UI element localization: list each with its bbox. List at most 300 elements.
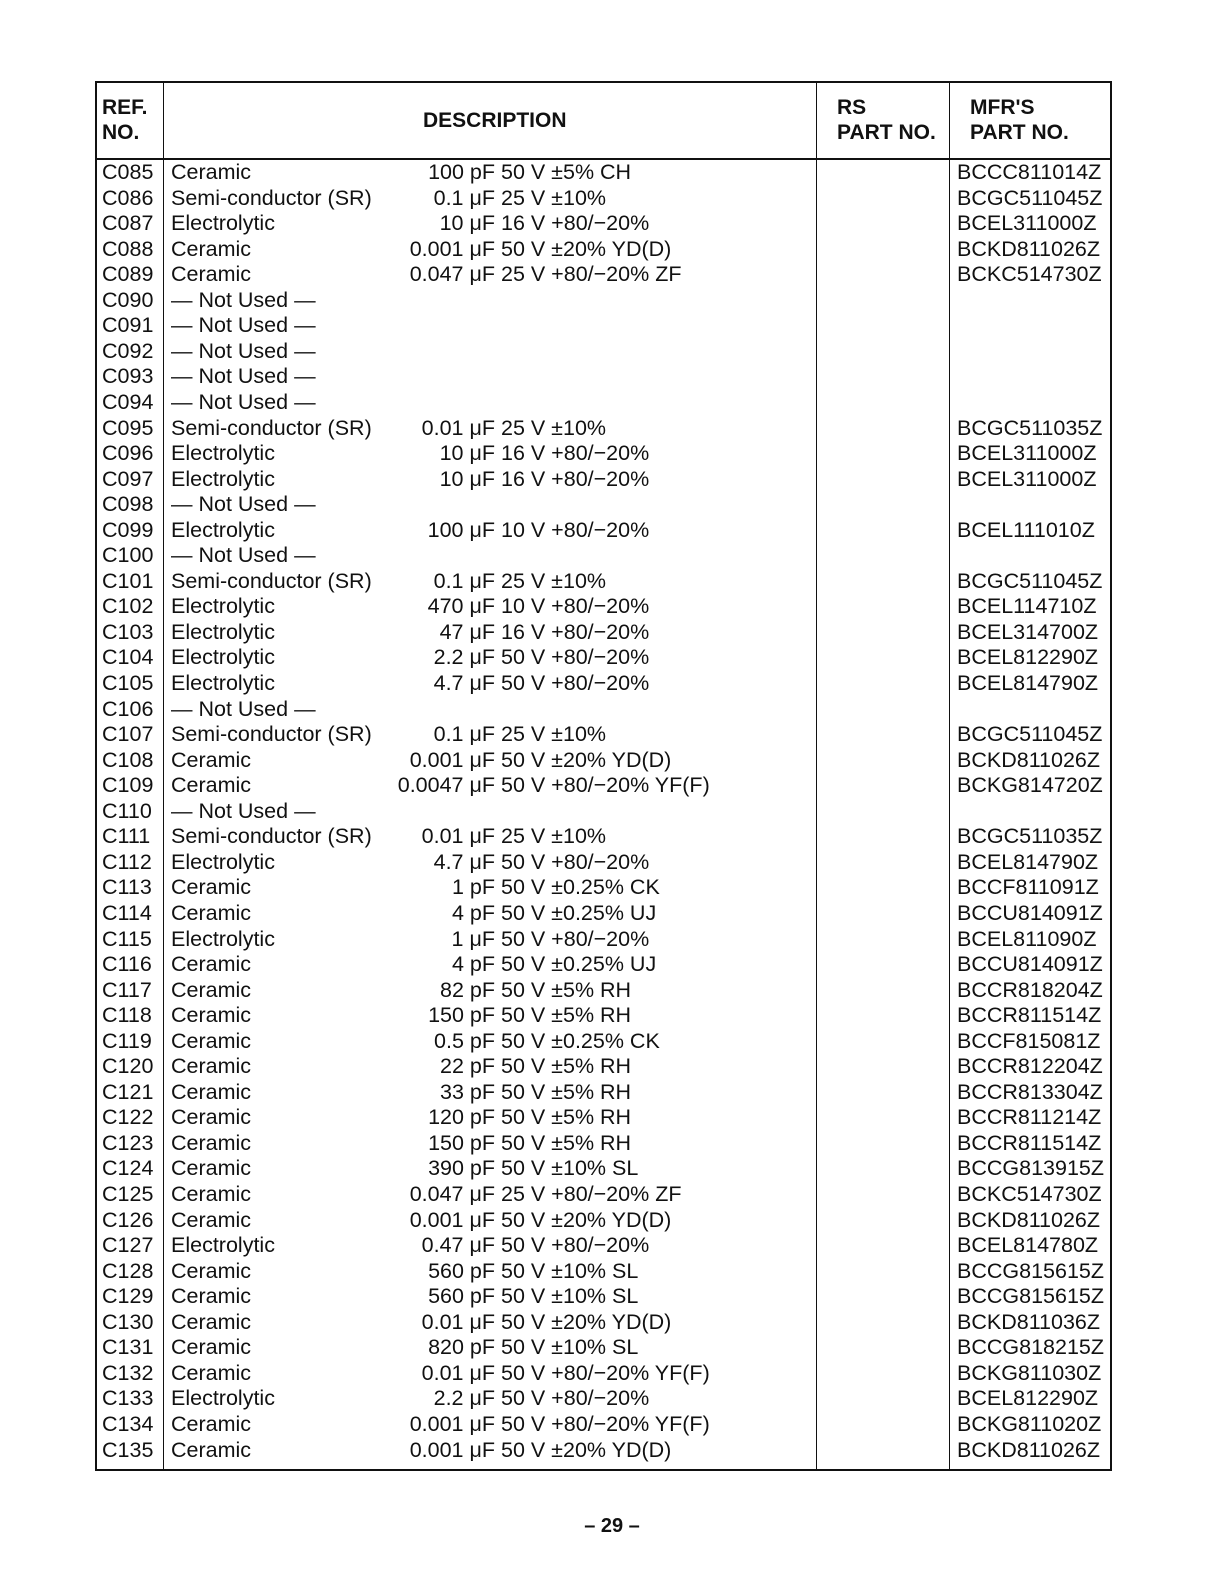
table-row <box>97 748 1110 774</box>
description-cell: Semi-conductor (SR) <box>171 722 372 747</box>
mfr-part-no-cell: BCEL814780Z <box>957 1233 1099 1258</box>
table-row <box>97 901 1110 927</box>
rating-cell: 25 V ±10% <box>500 415 607 440</box>
rating-cell: 50 V ±5% RH <box>500 1079 632 1104</box>
mfr-part-no-cell: BCEL814790Z <box>957 849 1099 874</box>
description-cell: — Not Used — <box>171 313 316 338</box>
header-ref-no: REF. NO. <box>102 96 148 144</box>
table-row <box>97 262 1110 288</box>
rating-cell: 50 V ±5% RH <box>500 977 632 1002</box>
ref-no-cell: C093 <box>102 364 154 389</box>
value-cell: 0.1 μF <box>433 722 495 747</box>
table-row <box>97 1054 1110 1080</box>
table-row <box>97 594 1110 620</box>
spec-cell <box>381 1386 766 1412</box>
mfr-part-no-cell: BCEL311000Z <box>957 441 1097 466</box>
ref-no-cell: C122 <box>102 1105 154 1130</box>
rating-cell: 50 V ±5% RH <box>500 1054 632 1079</box>
mfr-part-no-cell: BCKD811026Z <box>957 1437 1101 1462</box>
description-cell: Ceramic <box>171 977 252 1002</box>
value-cell: 2.2 μF <box>433 645 495 670</box>
description-cell: Electrolytic <box>171 466 275 491</box>
ref-no-cell: C107 <box>102 722 154 747</box>
rating-cell: 16 V +80/−20% <box>500 619 650 644</box>
mfr-part-no-cell: BCKD811026Z <box>957 1207 1101 1232</box>
spec-cell <box>381 773 766 799</box>
ref-no-cell: C135 <box>102 1437 154 1462</box>
table-row <box>97 1080 1110 1106</box>
value-cell: 100 pF <box>428 160 495 184</box>
rating-cell: 50 V +80/−20% <box>500 1233 650 1258</box>
mfr-part-no-cell: BCCG813915Z <box>957 1156 1104 1181</box>
spec-cell <box>381 1310 766 1336</box>
rating-cell: 50 V ±10% SL <box>500 1335 639 1360</box>
table-row <box>97 569 1110 595</box>
rating-cell: 50 V ±5% CH <box>500 160 632 184</box>
ref-no-cell: C089 <box>102 262 154 287</box>
spec-cell <box>381 697 766 723</box>
rating-cell: 10 V +80/−20% <box>500 517 650 542</box>
ref-no-cell: C099 <box>102 517 154 542</box>
rating-cell: 50 V ±0.25% CK <box>500 875 660 900</box>
rating-cell: 50 V +80/−20% <box>500 926 650 951</box>
table-row <box>97 160 1110 186</box>
ref-no-cell: C123 <box>102 1130 154 1155</box>
table-row <box>97 492 1110 518</box>
table-row <box>97 313 1110 339</box>
description-cell: Electrolytic <box>171 441 275 466</box>
ref-no-cell: C117 <box>102 977 152 1002</box>
description-cell: Electrolytic <box>171 211 275 236</box>
spec-cell <box>381 467 766 493</box>
ref-no-cell: C094 <box>102 389 154 414</box>
ref-no-cell: C090 <box>102 287 154 312</box>
mfr-part-no-cell: BCKG811020Z <box>957 1411 1102 1436</box>
table-row <box>97 186 1110 212</box>
value-cell: 2.2 μF <box>433 1386 495 1411</box>
ref-no-cell: C113 <box>102 875 152 900</box>
spec-cell <box>381 1438 766 1464</box>
mfr-part-no-cell: BCEL311000Z <box>957 211 1097 236</box>
value-cell: 0.01 μF <box>421 415 495 440</box>
table-row <box>97 518 1110 544</box>
mfr-part-no-cell: BCCU814091Z <box>957 952 1103 977</box>
spec-cell <box>381 1029 766 1055</box>
spec-cell <box>381 1284 766 1310</box>
table-row <box>97 671 1110 697</box>
rating-cell: 25 V ±10% <box>500 824 607 849</box>
mfr-part-no-cell: BCKD811026Z <box>957 747 1101 772</box>
table-row <box>97 875 1110 901</box>
rating-cell: 25 V +80/−20% ZF <box>500 1182 682 1206</box>
description-cell: Ceramic <box>171 1335 252 1360</box>
rating-cell: 50 V +80/−20% <box>500 645 650 670</box>
description-cell: Ceramic <box>171 952 252 977</box>
table-row <box>97 1105 1110 1131</box>
table-row <box>97 1208 1110 1234</box>
ref-no-cell: C127 <box>102 1233 154 1258</box>
value-cell: 33 pF <box>440 1079 495 1104</box>
page-number: – 29 – <box>584 1515 640 1537</box>
mfr-part-no-cell: BCKD811026Z <box>957 236 1101 261</box>
value-cell: 0.47 μF <box>421 1233 495 1258</box>
ref-no-cell: C132 <box>102 1360 154 1385</box>
ref-no-cell: C087 <box>102 211 154 236</box>
mfr-part-no-cell: BCGC511045Z <box>957 185 1103 210</box>
description-cell: — Not Used — <box>171 543 316 568</box>
value-cell: 0.01 μF <box>421 1360 495 1385</box>
table-row <box>97 722 1110 748</box>
mfr-part-no-cell: BCCG818215Z <box>957 1335 1104 1360</box>
value-cell: 4 pF <box>451 900 495 925</box>
spec-cell <box>381 1259 766 1285</box>
description-cell: Ceramic <box>171 1003 252 1028</box>
ref-no-cell: C100 <box>102 543 154 568</box>
spec-cell <box>381 1412 766 1438</box>
rating-cell: 16 V +80/−20% <box>500 211 650 236</box>
mfr-part-no-cell: BCGC511045Z <box>957 568 1103 593</box>
value-cell: 4.7 μF <box>433 849 495 874</box>
description-cell: Ceramic <box>171 1309 252 1334</box>
value-cell: 0.001 μF <box>409 747 495 772</box>
ref-no-cell: C106 <box>102 696 154 721</box>
description-cell: Ceramic <box>171 875 252 900</box>
ref-no-cell: C103 <box>102 619 154 644</box>
description-cell: Electrolytic <box>171 594 275 619</box>
mfr-part-no-cell: BCEL812290Z <box>957 1386 1099 1411</box>
ref-no-cell: C108 <box>102 747 154 772</box>
description-cell: Ceramic <box>171 747 252 772</box>
rating-cell: 25 V ±10% <box>500 568 607 593</box>
spec-cell <box>381 824 766 850</box>
description-cell: Ceramic <box>171 262 252 287</box>
rating-cell: 25 V +80/−20% ZF <box>500 262 682 287</box>
description-cell: — Not Used — <box>171 364 316 389</box>
mfr-part-no-cell: BCCR813304Z <box>957 1079 1103 1104</box>
table-row <box>97 1259 1110 1285</box>
mfr-part-no-cell: BCCR811514Z <box>957 1003 1102 1028</box>
rating-cell: 50 V ±20% YD(D) <box>500 1437 672 1462</box>
spec-cell <box>381 1080 766 1106</box>
value-cell: 0.1 μF <box>433 185 495 210</box>
spec-cell <box>381 1208 766 1234</box>
spec-cell <box>381 748 766 774</box>
header-mfr-part-no: MFR'S PART NO. <box>970 96 1069 144</box>
rating-cell: 50 V ±20% YD(D) <box>500 747 672 772</box>
rating-cell: 50 V ±20% YD(D) <box>500 1309 672 1334</box>
table-row <box>97 441 1110 467</box>
ref-no-cell: C118 <box>102 1003 152 1028</box>
value-cell: 0.01 μF <box>421 1309 495 1334</box>
value-cell: 560 pF <box>428 1258 495 1283</box>
mfr-part-no-cell: BCEL814790Z <box>957 671 1099 695</box>
spec-cell <box>381 186 766 212</box>
spec-cell <box>381 262 766 288</box>
ref-no-cell: C098 <box>102 492 154 517</box>
header-description: DESCRIPTION <box>423 109 567 132</box>
mfr-part-no-cell: BCCC811014Z <box>957 160 1102 184</box>
spec-cell <box>381 722 766 748</box>
description-cell: Ceramic <box>171 1028 252 1053</box>
value-cell: 0.047 μF <box>409 1182 495 1206</box>
value-cell: 820 pF <box>428 1335 495 1360</box>
rating-cell: 25 V ±10% <box>500 185 607 210</box>
spec-cell <box>381 313 766 339</box>
spec-cell <box>381 645 766 671</box>
table-row <box>97 1438 1110 1464</box>
description-cell: Ceramic <box>171 1437 252 1462</box>
header-rs-part-no: RS PART NO. <box>837 96 936 144</box>
table-row <box>97 237 1110 263</box>
spec-cell <box>381 1335 766 1361</box>
mfr-part-no-cell: BCKC514730Z <box>957 1182 1102 1206</box>
ref-no-cell: C092 <box>102 338 154 363</box>
value-cell: 4.7 μF <box>433 671 495 695</box>
mfr-part-no-cell: BCKC514730Z <box>957 262 1102 287</box>
description-cell: — Not Used — <box>171 798 316 823</box>
ref-no-cell: C129 <box>102 1284 154 1309</box>
mfr-part-no-cell: BCCG815615Z <box>957 1284 1104 1309</box>
spec-cell <box>381 1182 766 1208</box>
value-cell: 1 μF <box>451 926 495 951</box>
table-row <box>97 288 1110 314</box>
description-cell: Ceramic <box>171 1130 252 1155</box>
table-row <box>97 1003 1110 1029</box>
spec-cell <box>381 1105 766 1131</box>
value-cell: 4 pF <box>451 952 495 977</box>
mfr-part-no-cell: BCCU814091Z <box>957 900 1103 925</box>
ref-no-cell: C111 <box>102 824 151 849</box>
table-row <box>97 620 1110 646</box>
ref-no-cell: C085 <box>102 160 154 184</box>
table-row <box>97 1335 1110 1361</box>
table-row <box>97 1029 1110 1055</box>
spec-cell <box>381 416 766 442</box>
table-row <box>97 824 1110 850</box>
value-cell: 150 pF <box>428 1130 495 1155</box>
mfr-part-no-cell: BCKG814720Z <box>957 773 1103 798</box>
description-cell: Ceramic <box>171 236 252 261</box>
ref-no-cell: C110 <box>102 798 152 823</box>
value-cell: 0.1 μF <box>433 568 495 593</box>
rating-cell: 50 V ±10% SL <box>500 1258 639 1283</box>
spec-cell <box>381 390 766 416</box>
mfr-part-no-cell: BCCR812204Z <box>957 1054 1103 1079</box>
ref-no-cell: C134 <box>102 1411 154 1436</box>
spec-cell <box>381 1233 766 1259</box>
description-cell: Ceramic <box>171 1054 252 1079</box>
value-cell: 0.001 μF <box>409 236 495 261</box>
spec-cell <box>381 671 766 697</box>
spec-cell <box>381 1131 766 1157</box>
rating-cell: 50 V +80/−20% <box>500 1386 650 1411</box>
rating-cell: 16 V +80/−20% <box>500 466 650 491</box>
rating-cell: 50 V ±20% YD(D) <box>500 1207 672 1232</box>
value-cell: 0.001 μF <box>409 1411 495 1436</box>
description-cell: Electrolytic <box>171 619 275 644</box>
mfr-part-no-cell: BCEL812290Z <box>957 645 1099 670</box>
description-cell: Ceramic <box>171 773 252 798</box>
spec-cell <box>381 1054 766 1080</box>
table-row <box>97 952 1110 978</box>
description-cell: Ceramic <box>171 1182 252 1206</box>
ref-no-cell: C105 <box>102 671 154 695</box>
ref-no-cell: C125 <box>102 1182 154 1206</box>
description-cell: Ceramic <box>171 1156 252 1181</box>
mfr-part-no-cell: BCCF815081Z <box>957 1028 1101 1053</box>
spec-cell <box>381 160 766 186</box>
mfr-part-no-cell: BCCR811214Z <box>957 1105 1102 1130</box>
table-row <box>97 1310 1110 1336</box>
description-cell: — Not Used — <box>171 696 316 721</box>
table-row <box>97 927 1110 953</box>
ref-no-cell: C104 <box>102 645 154 670</box>
description-cell: Ceramic <box>171 1411 252 1436</box>
table-row <box>97 1233 1110 1259</box>
spec-cell <box>381 1361 766 1387</box>
table-row <box>97 697 1110 723</box>
mfr-part-no-cell: BCEL311000Z <box>957 466 1097 491</box>
description-cell: Ceramic <box>171 1207 252 1232</box>
ref-no-cell: C133 <box>102 1386 154 1411</box>
description-cell: Ceramic <box>171 1258 252 1283</box>
ref-no-cell: C091 <box>102 313 154 338</box>
table-row <box>97 364 1110 390</box>
table-row <box>97 645 1110 671</box>
ref-no-cell: C121 <box>102 1079 154 1104</box>
description-cell: Ceramic <box>171 1360 252 1385</box>
description-cell: Electrolytic <box>171 1233 275 1258</box>
spec-cell <box>381 1156 766 1182</box>
mfr-part-no-cell: BCCG815615Z <box>957 1258 1104 1283</box>
ref-no-cell: C131 <box>102 1335 154 1360</box>
description-cell: Ceramic <box>171 1079 252 1104</box>
value-cell: 470 μF <box>427 594 495 619</box>
rating-cell: 50 V +80/−20% YF(F) <box>500 1360 710 1385</box>
rating-cell: 50 V +80/−20% <box>500 671 650 695</box>
rating-cell: 50 V ±0.25% UJ <box>500 952 657 977</box>
rating-cell: 25 V ±10% <box>500 722 607 747</box>
value-cell: 82 pF <box>440 977 495 1002</box>
rating-cell: 16 V +80/−20% <box>500 441 650 466</box>
ref-no-cell: C112 <box>102 849 152 874</box>
mfr-part-no-cell: BCEL811090Z <box>957 926 1097 951</box>
description-cell: Electrolytic <box>171 645 275 670</box>
description-cell: Semi-conductor (SR) <box>171 185 372 210</box>
spec-cell <box>381 875 766 901</box>
table-row <box>97 467 1110 493</box>
spec-cell <box>381 1003 766 1029</box>
table-row <box>97 1156 1110 1182</box>
spec-cell <box>381 620 766 646</box>
spec-cell <box>381 927 766 953</box>
value-cell: 0.001 μF <box>409 1437 495 1462</box>
table-row <box>97 799 1110 825</box>
description-cell: Electrolytic <box>171 671 275 695</box>
value-cell: 0.047 μF <box>409 262 495 287</box>
parts-list-table <box>95 81 1112 1471</box>
description-cell: Semi-conductor (SR) <box>171 415 372 440</box>
value-cell: 560 pF <box>428 1284 495 1309</box>
spec-cell <box>381 211 766 237</box>
ref-no-cell: C128 <box>102 1258 154 1283</box>
value-cell: 47 μF <box>439 619 495 644</box>
table-row <box>97 1131 1110 1157</box>
description-cell: — Not Used — <box>171 338 316 363</box>
value-cell: 1 pF <box>451 875 495 900</box>
value-cell: 10 μF <box>439 441 495 466</box>
mfr-part-no-cell: BCEL314700Z <box>957 619 1099 644</box>
ref-no-cell: C119 <box>102 1028 152 1053</box>
mfr-part-no-cell: BCEL114710Z <box>957 594 1097 619</box>
description-cell: — Not Used — <box>171 492 316 517</box>
description-cell: Ceramic <box>171 160 252 184</box>
ref-no-cell: C095 <box>102 415 154 440</box>
value-cell: 10 μF <box>439 466 495 491</box>
table-row <box>97 850 1110 876</box>
value-cell: 0.01 μF <box>421 824 495 849</box>
spec-cell <box>381 492 766 518</box>
ref-no-cell: C126 <box>102 1207 154 1232</box>
description-cell: Semi-conductor (SR) <box>171 568 372 593</box>
ref-no-cell: C115 <box>102 926 152 951</box>
ref-no-cell: C130 <box>102 1309 154 1334</box>
table-row <box>97 543 1110 569</box>
spec-cell <box>381 850 766 876</box>
value-cell: 0.0047 μF <box>397 773 495 798</box>
spec-cell <box>381 543 766 569</box>
description-cell: Semi-conductor (SR) <box>171 824 372 849</box>
value-cell: 22 pF <box>440 1054 495 1079</box>
description-cell: Electrolytic <box>171 849 275 874</box>
rating-cell: 50 V +80/−20% YF(F) <box>500 1411 710 1436</box>
table-row <box>97 1386 1110 1412</box>
description-cell: — Not Used — <box>171 389 316 414</box>
rating-cell: 50 V +80/−20% <box>500 849 650 874</box>
description-cell: Ceramic <box>171 900 252 925</box>
rating-cell: 50 V ±10% SL <box>500 1284 639 1309</box>
rating-cell: 50 V ±0.25% UJ <box>500 900 657 925</box>
spec-cell <box>381 237 766 263</box>
ref-no-cell: C101 <box>102 568 154 593</box>
mfr-part-no-cell: BCKG811030Z <box>957 1360 1102 1385</box>
rating-cell: 50 V ±5% RH <box>500 1130 632 1155</box>
description-cell: Ceramic <box>171 1105 252 1130</box>
spec-cell <box>381 518 766 544</box>
spec-cell <box>381 288 766 314</box>
description-cell: Electrolytic <box>171 926 275 951</box>
value-cell: 0.5 pF <box>434 1028 495 1053</box>
spec-cell <box>381 364 766 390</box>
mfr-part-no-cell: BCGC511045Z <box>957 722 1103 747</box>
spec-cell <box>381 339 766 365</box>
mfr-part-no-cell: BCCR818204Z <box>957 977 1103 1002</box>
mfr-part-no-cell: BCCF811091Z <box>957 875 1099 900</box>
table-row <box>97 1412 1110 1438</box>
ref-no-cell: C097 <box>102 466 154 491</box>
ref-no-cell: C088 <box>102 236 154 261</box>
ref-no-cell: C116 <box>102 952 152 977</box>
ref-no-cell: C102 <box>102 594 154 619</box>
ref-no-cell: C124 <box>102 1156 154 1181</box>
spec-cell <box>381 901 766 927</box>
table-row <box>97 1182 1110 1208</box>
description-cell: — Not Used — <box>171 287 316 312</box>
spec-cell <box>381 799 766 825</box>
ref-no-cell: C114 <box>102 900 152 925</box>
mfr-part-no-cell: BCCR811514Z <box>957 1130 1102 1155</box>
description-cell: Electrolytic <box>171 1386 275 1411</box>
